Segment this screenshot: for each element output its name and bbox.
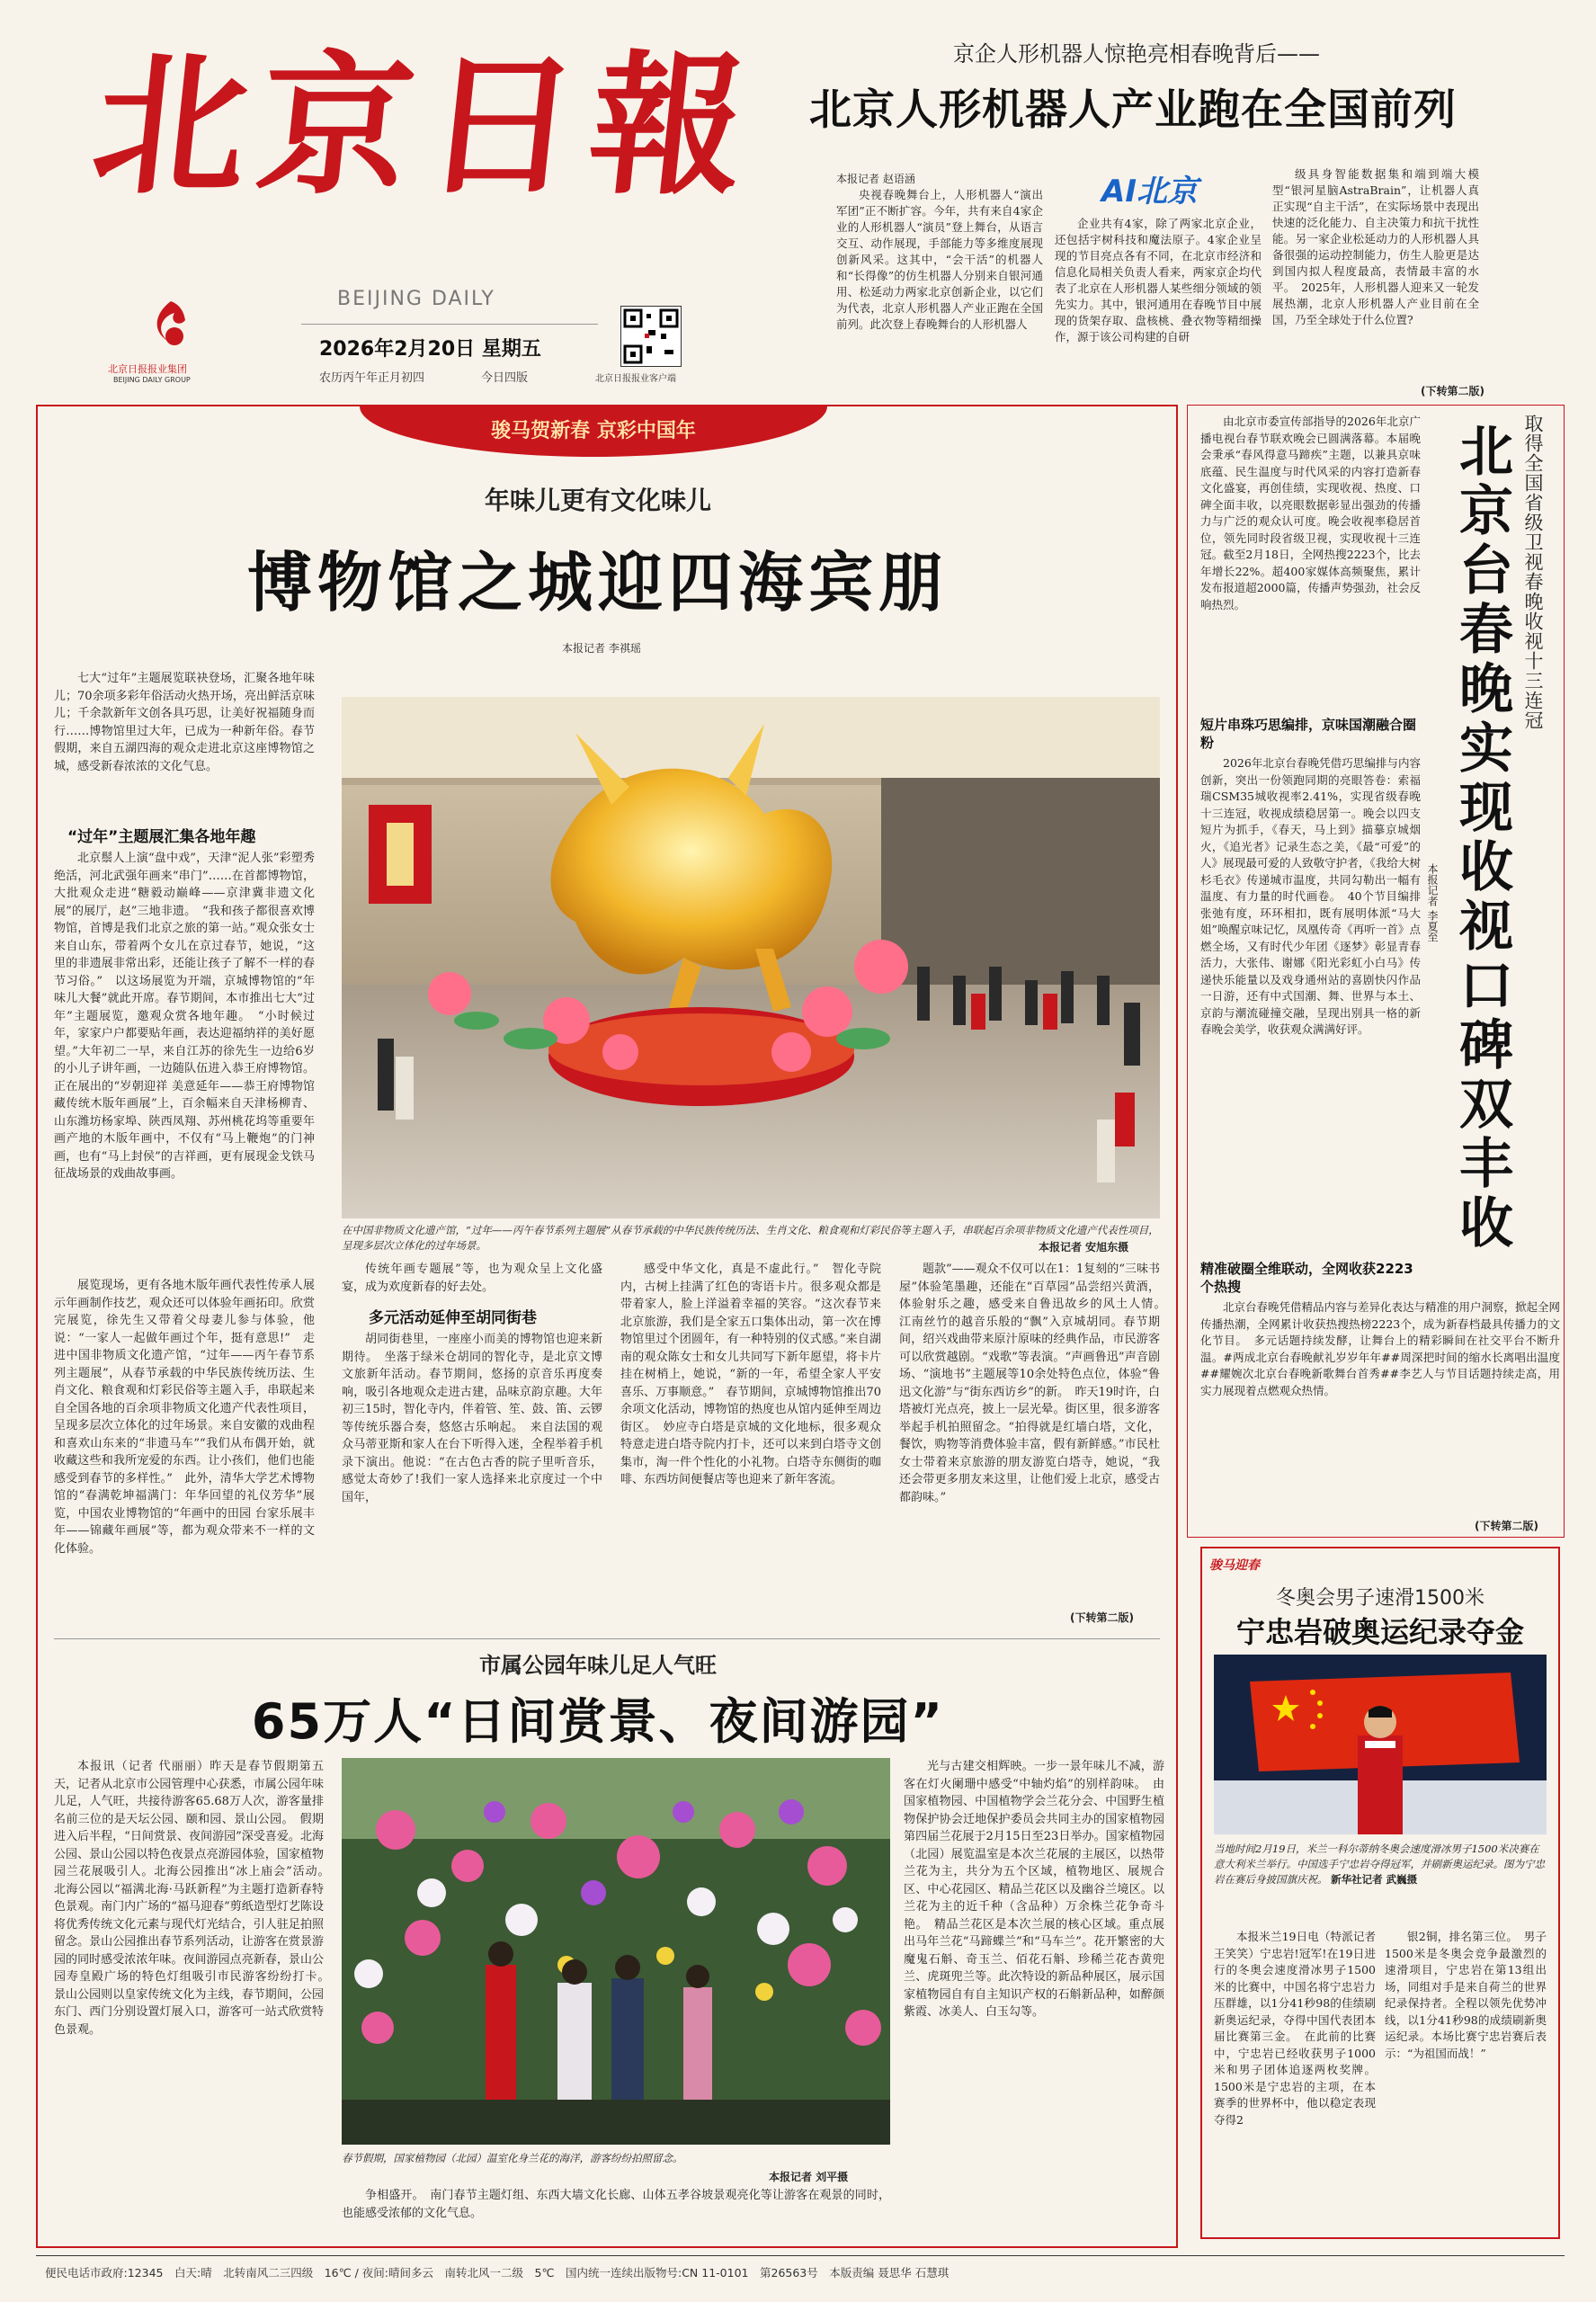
beijing-tv-headline: 北京台春晚实现收视口碑双丰收 [1450,423,1513,1254]
masthead [54,18,800,414]
group-name: 北京日报报业集团 [108,363,187,375]
qr-code[interactable] [620,306,682,367]
museum-photo [342,697,1160,1218]
robot-byline: 本报记者 赵语涵 [836,173,915,185]
robot-headline: 北京人形机器人产业跑在全国前列 [809,85,1457,135]
park-kicker: 市属公园年味儿足人气旺 [479,1653,717,1678]
museum-col3: 感受中华文化，真是不虚此行。” 智化寺院内，古树上挂满了红色的寄语卡片。很多观众都是带着家人，脸上洋溢着幸福的笑容。“这次春节来北京旅游，我们是全家五口集体出动，第一次在博物馆里过个团圆年，有一种特别的仪式感。”来自湖南的观众陈女士和女儿共同写下新年愿望，将卡片挂在树梢上，她说，“新的一年，希望全家人平安喜乐、万事顺意。” 春节期间，京城博物馆推出70余项文化活动，博物馆的热度也从馆内延伸至周边街区。 妙应寺白塔是京城的文化地标，很多观众特意走进白塔寺院内打卡，还可以来到白塔寺文创集市，淘一件个性化的小礼物。白塔寺东侧街的咖啡、东西坊间便餐店等也迎来了新年客流。 [620,1263,881,1486]
museum-subhead-2: 多元活动延伸至胡同街巷 [369,1309,537,1327]
ai-beijing-logo: AI北京 [1101,174,1198,210]
footer-rule [36,2255,1565,2256]
section-divider [54,1638,1160,1639]
beijing-tv-continued: (下转第二版) [1475,1520,1538,1532]
museum-headline: 博物馆之城迎四海宾朋 [246,545,949,620]
park-col3: 争相盛开。 南门春节主题灯组、东西大墙文化长廊、山体五孝谷坡景观亮化等让游客在观景的同时，也能感受浓郁的文化气息。 [342,2189,890,2220]
olympic-photo-caption: 当地时间2月19日，米兰一科尔蒂纳冬奥会速度滑冰男子1500米决赛在意大利米兰举行。中国选手宁忠岩夺得冠军，并刷新奥运纪录。图为宁忠岩在赛后身披国旗庆祝。 新华社记者 武巍摄 [1214,1842,1545,1886]
museum-subhead-1: “过年”主题展汇集各地年趣 [67,828,256,846]
park-photo-credit: 本报记者 刘平摄 [769,2171,849,2183]
robot-col3: 级具身智能数据集和端到端大模型“银河星脑AstraBrain”，让机器人真正实现“自主干活”，在实际场景中表现出快速的泛化能力、自主决策力和抗干扰性能。另一家企业松延动力的人形机器人具备很强的运动控制能力，仿生人脸更是达到国内拟人程度最高，表情最丰富的水平。 2025年，人形机器人迎来又一轮发展热潮，北京人形机器人产业目前在全国，乃至全球处于什么位置? [1272,167,1479,326]
page-count: 今日四版 [481,371,529,385]
museum-photo-credit: 本报记者 安旭东摄 [1039,1241,1129,1254]
lunar-date: 农历丙午年正月初四 [319,371,425,385]
robot-story [791,36,1574,396]
olympic-kicker: 冬奥会男子速滑1500米 [1276,1587,1485,1610]
beijing-tv-kicker: 取得全国省级卫视春晚收视十三连冠 [1522,414,1544,730]
park-photo [342,1758,890,2145]
robot-col1: 央视春晚舞台上，人形机器人“演出军团”正不断扩容。今年，共有来自4家企业的人形机器人“演员”登上舞台，从语言交互、动作展现，手部能力等多维度展现创新风采。这其中，“会干活”的机器人和“长得像”的仿生机器人分别来自银河通用、松延动力两家北京创新企业，以它们为代表，北京人形机器人产业正跑在全国前列。此次登上春晚舞台的人形机器人 [836,188,1043,331]
issue-date: 2026年2月20日 星期五 [319,338,541,361]
olympic-headline: 宁忠岩破奥运纪录夺金 [1235,1615,1524,1649]
robot-kicker: 京企人形机器人惊艳亮相春晚背后—— [953,41,1320,67]
group-logo-icon [144,297,198,360]
museum-col2a: 传统年画专题展”等，也为观众呈上文化盛宴，成为欢度新春的好去处。 [342,1263,602,1294]
museum-byline: 本报记者 李祺瑶 [562,642,641,655]
beijing-tv-p1: 由北京市委宣传部指导的2026年北京广播电视台春节联欢晚会已圆满落幕。本届晚会秉承“春风得意马蹄疾”主题，以兼具京味底蕴、民生温度与时代风采的内容打造新春文化盛宴，再创佳绩，实现收视、热度、口碑全面丰收，以亮眼数据彰显出强劲的传播力与广泛的观众认可度。晚会收视率稳居首位，领先同时段省级卫视，实现收视十三连冠。截至2月18日，全网热搜2223个，比去年增长22%。超400家媒体高频聚焦，累计发布报道超2000篇，传播声势强劲，社会反响热烈。 [1200,415,1421,611]
qr-label: 北京日报报业客户端 [595,374,676,384]
beijing-tv-p3: 北京台春晚凭借精品内容与差异化表达与精准的用户洞察，掀起全网传播热潮，全网累计收获热搜热榜2223个，成为新春档最具传播力的文化节目。 多元话题持续发酵，让舞台上的精彩瞬间在社交平台不断升温。#两成北京台春晚献礼岁岁年年##周深把时间的缩水长离唱出温度##耀婉次北京台春晚新歌舞台首秀##李艺人与节目话题持续走高，用实力展现着点燃观众热情。 [1200,1300,1561,1397]
group-name-en: BEIJING DAILY GROUP [113,376,191,384]
park-headline: 65万人“日间赏景、夜间游园” [251,1693,945,1750]
museum-col2b: 胡同街巷里，一座座小而美的博物馆也迎来新期待。 坐落于绿米仓胡同的智化寺，是北京文博文旅新年活动。春节期间，悠扬的京音乐再度奏响，吸引各地观众走进古建，品味京韵京趣。大年初三15时，智化寺内，伴着管、笙、鼓、笛、云锣等传统乐器合奏，悠悠古乐响起。 来自法国的观众马蒂亚斯和家人在台下听得入迷，全程举着手机录下演出。他说：“在古色古香的院子里听音乐，感觉太奇妙了!我们一家人选择来北京度过一个中国年， [342,1333,602,1504]
park-col1: 本报讯（记者 代丽丽）昨天是春节假期第五天，记者从北京市公园管理中心获悉，市属公园年味儿足，人气旺，共接待游客65.68万人次，游客量排名前三位的是天坛公园、颐和园、景山公园。 假期进入后半程，“日间赏景、夜间游园”深受喜爱。北海公园、景山公园以特色夜景点亮游园体验，国家植物园兰花展吸引人。北海公园推出“冰上庙会”活动。 北海公园以“福满北海·马跃新程”为主题打造新春特色景观。南门内广场的“福马迎春”剪纸造型灯艺陈设将优秀传统文化元素与现代灯光结合，引人驻足拍照留念。景山公园推出春节系列活动，让游客在赏景游园的同时感受浓浓年味。夜间游园点亮新春，景山公园寿皇殿广场的特色灯组吸引市民游客纷纷打卡。 景山公园则以皇家传统文化为主线，春节期间，公园东门、西门分别设置灯展入口，游客可一站式欣赏特色景观。 [54,1760,336,2037]
museum-col1b: 北京鬃人上演“盘中戏”，天津“泥人张”彩塑秀绝活，河北武强年画来“串门”……在首都博物馆，大批观众走进“糖毅动巅峰——京津冀非遗文化展”的展厅，赵”三地非遗。 “我和孩子都很喜欢博物馆，首博是我们北京之旅的第一站。”观众张女士来自山东，带着两个女儿在京过春节，她说，“这里的非遗展非常出彩，还能让孩子了解不一样的春节习俗。” 以这场展览为开端，京城博物馆的“年味儿大餐”就此开席。春节期间，本市推出七大“过年”主题展览，邀观众赏各地年趣。 “小时候过年，家家户户都要贴年画，表达迎福纳祥的美好愿望。”大年初二一早，来自江苏的徐先生一边给6岁的小儿子讲年画，一边随队伍进入恭王府博物馆。正在展出的“岁朝迎祥 美意延年——恭王府博物馆藏传统木版年画展”上，百余幅来自天津杨柳青、山东潍坊杨家埠、陕西凤翔、苏州桃花坞等重要年画产地的木版年画中，不仅有“马上鞭炮”的门神画，也有“马上封侯”的吉祥画，更有展现金戈铁马征战场景的戏曲故事画。 [54,852,315,1181]
date-box [301,324,598,391]
park-col2: 光与古建交相辉映。一步一景年味儿不减，游客在灯火阑珊中感受“中轴灼焰”的别样韵味。 由国家植物园、中国植物学会兰花分会、中国野生植物保护协会迁地保护委员会共同主办的国家植物园第四届兰花展于2月15日至23日举办。国家植物园（北园）展览温室是本次兰花展的主展区，以热带兰花为主，共分为五个区域，植物地区、展规合区、中心花园区、精品兰花区以及幽谷兰境区。以兰花为主的近千种（含品种）万余株兰花争奇斗艳。 精品兰花区是本次兰展的核心区域。重点展出马年兰花“马蹄蝶兰”和“马车兰”。花开繁密的大魔鬼石斛、奇玉兰、佰花石斛、珍稀兰花杏黄兜兰、虎斑兜兰等。此次特设的新品种展区，展示国家植物园自有自主知识产权的石斛新品种，如醉颜紫霞、冰美人、白玉勾等。 [904,1760,1164,2019]
olympic-photo [1214,1655,1547,1834]
banner-text: 骏马贺新春 京彩中国年 [491,420,696,442]
museum-kicker: 年味儿更有文化味儿 [484,486,711,515]
olympic-col2: 银2铜，排名第三位。 男子1500米是冬奥会竞争最激烈的速滑项目，宁忠岩在第13组出场，同组对手是来自荷兰的世界纪录保持者。全程以领先优势冲线，以1分41秒98的成绩刷新奥运纪录。本场比赛宁忠岩赛后表示：“为祖国而战！” [1385,1930,1547,2060]
robot-col2: 企业共有4家，除了两家北京企业，还包括宇树科技和魔法原子。4家企业呈现的节目亮点各有不同，在北京市经济和信息化局相关负责人看来，两家京企均代表了北京在人形机器人某些细分领域的领先实力。其中，银河通用在春晚节目中展现的货架存取、盘核桃、叠衣物等精细操作，源于该公司构建的自研 [1055,217,1262,344]
olympic-col1: 本报米兰19日电（特派记者 王笑笑）宁忠岩!冠军!在19日进行的冬奥会速度滑冰男子1500米的比赛中，中国名将宁忠岩力压群雄，以1分41秒98的佳绩刷新奥运纪录，夺得中国代表团本届比赛第三金。 在此前的比赛中，宁忠岩已经收获男子1000米和男子团体追逐两枚奖牌。1500米是宁忠岩的主项，在本赛季的世界杯中，他以稳定表现夺得2 [1214,1930,1376,2127]
museum-lead: 七大“过年”主题展览联袂登场，汇聚各地年味儿；70余项多彩年俗活动火热开场，亮出鲜活京味儿；千余款新年文创各具巧思，让美好祝福随身而行……博物馆里过大年，已成为一种新年俗。春节假期，来自五湖四海的观众走进北京这座博物馆之城，感受新春浓浓的文化气息。 [54,672,315,773]
museum-continued: (下转第二版) [1070,1611,1134,1624]
footer-info: 便民电话市政府:12345 白天:晴 北转南风二三四级 16℃ / 夜间:晴间多云 南转北风一二级 5℃ 国内统一连续出版物号:CN 11-0101 第26563号 本版责编 聂思华 石慧琪 [45,2266,950,2280]
robot-continued: (下转第二版) [1421,385,1485,397]
olympic-photo-credit: 新华社记者 武巍摄 [1331,1873,1418,1886]
olympic-tag: 骏马迎春 [1209,1558,1260,1573]
park-photo-caption: 春节假期，国家植物园（北园）温室化身兰花的海洋，游客纷纷拍照留念。 [342,2152,683,2164]
museum-col4: 题款”——观众不仅可以在1：1复刻的“三味书屋”体验笔墨趣，还能在“百草园”品尝绍兴黄酒，体验射乐之趣，感受来自鲁迅故乡的风土人情。 江南丝竹的越音乐般的“飘”入京城胡同。春节期间，绍兴戏曲带来原汁原味的经典作品，市民游客可以欣赏越剧。“戏歌”等表演。“声画鲁迅”声音剧场、“演地书”主题展等10余处特色点位，体验“鲁迅文化游”与“街东西访乡”的新。 昨天19时许，白塔被灯光点亮，披上一层光晕。街区里，很多游客举起手机拍照留念。“拍得就是红墙白塔，文化，餐饮，购物等消费体验丰富，假有新鲜感。”市民杜女士带着来京旅游的朋友游览白塔寺，她说，“我还会带更多朋友来这里，让他们爱上北京，感受古都韵味。” [899,1263,1172,1504]
beijing-tv-byline: 本报记者 李夏至 [1426,863,1439,942]
beijing-tv-subhead-2: 精准破圈全维联动，全网收获2223个热搜 [1200,1261,1413,1295]
masthead-title: 北京日報 [85,36,766,216]
masthead-pinyin: BEIJING DAILY [337,288,495,310]
museum-col1c: 展览现场，更有各地木版年画代表性传承人展示年画制作技艺，观众还可以体验年画拓印。欣赏完展览，徐先生又带着父母妻儿参与体验，他说：“一家人一起做年画过个年，挺有意思!” 走进中国非物质文化遗产馆，“过年——丙午春节系列主题展”，从春节承载的中华民族传统历法、生肖文化、粮食观和灯彩民俗等主题入手，串联起来自全国各地的百余项非物质文化遗产代表性项目，呈现多层次立体化的过年场景。来自安徽的戏曲程和喜欢山东来的“非遗马车”“我们从布偶开始，就收藏这些和我所宠爱的东西。让小孩们，他们也能感受到春节的多样性。” 此外，清华大学艺术博物馆的“春满乾坤福满门：年华回望的礼仪芳华”展览，中国农业博物馆的“年画中的田园 台家乐展丰年——锦藏年画展”等，都为观众带来不一样的文化体验。 [54,1279,315,1556]
beijing-tv-p2: 2026年北京台春晚凭借巧思编排与内容创新，突出一份领跑同期的亮眼答卷：索福瑞CSM35城收视率2.41%，实现省级春晚十三连冠，收视成绩稳居第一。晚会以四支短片为抓手，《春天，马上到》描摹京城烟火，《追光者》记录生态之美，《最“可爱”的人》展现最可爱的人致敬守护者，《我给大树杉毛衣》传递城市温度，共同勾勒出一幅有温度、有力量的时代画卷。 40个节目编排张弛有度，环环相扣，既有展明体派“马大姐”唤醒京味记忆，凤凰传奇《再听一首》点燃全场，又有时代少年团《逐梦》彰显青春活力，大张伟、谢娜《阳光彩虹小白马》传递快乐能量以及戏身通州站的喜剧快闪作品一日游，还有中式国潮、舞、世界与本土、京韵与潮流碰撞交融，呈现出别具一格的新春晚会美学，收获观众满满好评。 [1200,756,1421,1036]
museum-photo-caption: 在中国非物质文化遗产馆，“过年——丙午春节系列主题展”从春节承载的中华民族传统历法、生肖文化、粮食观和灯彩民俗等主题入手，串联起百余项非物质文化遗产代表性项目，呈现多层次立体化的过年场景。 [342,1224,1159,1252]
beijing-tv-subhead-1: 短片串珠巧思编排，京味国潮融合圈粉 [1200,717,1417,751]
